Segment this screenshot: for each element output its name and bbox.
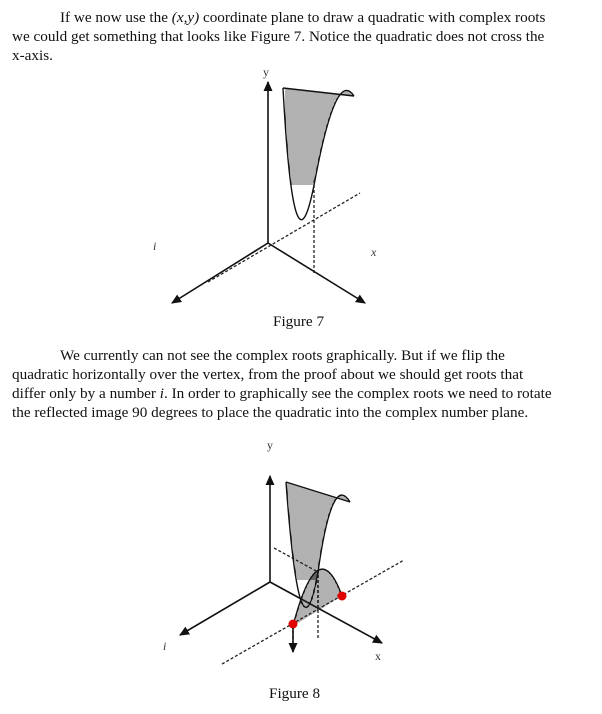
paragraph-2-line-1: We currently can not see the complex roots graphically. But if we flip the	[60, 347, 505, 364]
fig7-dashed-plane-line	[208, 193, 360, 282]
fig8-root-marker-right	[338, 592, 347, 601]
fig8-root-marker-left	[289, 620, 298, 629]
fig7-i-label: i	[153, 239, 157, 253]
paragraph-2-line-4: the reflected image 90 degrees to place the quadratic into the complex number plane.	[12, 404, 529, 421]
fig8-x-axis	[270, 582, 382, 643]
paragraph-1-line-3: x-axis.	[12, 47, 53, 64]
fig7-y-label: y	[263, 65, 269, 79]
fig8-i-axis	[180, 582, 270, 635]
fig8-y-label: y	[267, 438, 273, 452]
paragraph-2	[12, 346, 590, 422]
paragraph-1	[12, 8, 590, 65]
fig8-i-label: i	[163, 639, 167, 653]
paragraph-2-line-2: quadratic horizontally over the vertex, from the proof about we should get roots that	[12, 366, 524, 383]
figure-8-caption: Figure 8	[269, 685, 321, 702]
paragraph-2-line-3: differ only by a number i. In order to graphically see the complex roots we need to rotate	[12, 385, 552, 402]
fig7-x-label: x	[371, 245, 377, 259]
fig8-x-label: x	[375, 649, 381, 663]
paragraph-1-line-2: we could get something that looks like Figure 7. Notice the quadratic does not cross the	[12, 28, 545, 45]
imaginary-unit: i	[159, 385, 164, 402]
paragraph-1-line-1: If we now use the (x,y) coordinate plane to draw a quadratic with complex roots	[60, 9, 546, 26]
fig7-parabola-hatching	[286, 88, 352, 185]
figure-7-caption: Figure 7	[273, 313, 325, 330]
figure-8	[0, 430, 602, 670]
fig7-i-axis	[172, 243, 268, 303]
coordinate-notation: (x,y)	[171, 9, 200, 26]
fig7-x-axis	[268, 243, 365, 303]
